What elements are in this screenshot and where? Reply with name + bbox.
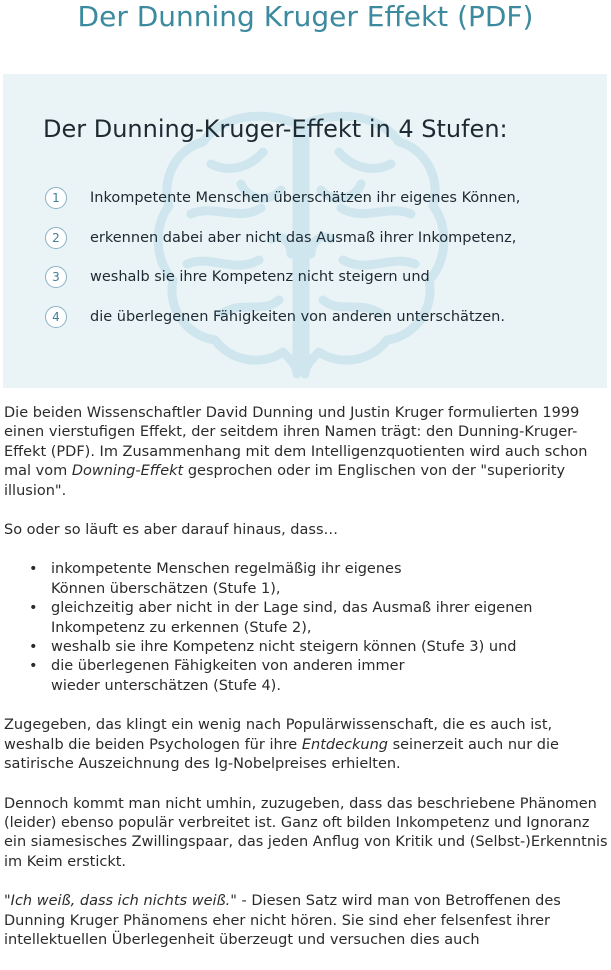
bullet-line: weshalb sie ihre Kompetenz nicht steigern können (Stufe 3) und xyxy=(51,639,517,656)
step-text: erkennen dabei aber nicht das Ausmaß ihrer Inkompetenz, xyxy=(90,230,517,246)
text-segment: Die beiden Wissenschaftler David Dunning und Justin Kruger formulierten 1999 einen vierstufigen Effekt, der seitdem ihren Namen trägt: den Dunning-Kruger-Effekt (PDF). Im Zusammenhang mit dem Intelligenzquotienten wird auch schon mal vom xyxy=(4,405,588,480)
step-text: die überlegenen Fähigkeiten von anderen unterschätzen. xyxy=(90,309,505,325)
infographic-title: Der Dunning-Kruger-Effekt in 4 Stufen: xyxy=(43,115,508,143)
emphasis-term: Entdeckung xyxy=(301,736,388,753)
step-1 xyxy=(45,185,520,211)
page-title: Der Dunning Kruger Effekt (PDF) xyxy=(77,0,534,33)
quote-text: "Ich weiß, dass ich nichts weiß." xyxy=(4,893,237,910)
text-segment: - Diesen Satz wird man von Betroffenen des Dunning Kruger Phänomens eher nicht hören. Sie sind eher felsenfest ihrer intellektuellen Überlegenheit überzeugt und versuchen dies auch xyxy=(4,893,561,948)
emphasis-term: Downing-Effekt xyxy=(71,463,184,480)
list-item xyxy=(51,599,610,638)
article-paragraph-intro xyxy=(4,404,610,501)
article-paragraph-quote xyxy=(4,892,610,950)
bullet-line: wieder unterschätzen (Stufe 4). xyxy=(51,677,281,694)
bullet-line: Können überschätzen (Stufe 1), xyxy=(51,580,281,597)
step-number-badge: 1 xyxy=(45,187,67,209)
step-number-badge: 4 xyxy=(45,306,67,328)
infographic-dunning-kruger-stages xyxy=(3,74,607,388)
article-paragraph-phenomenon: Dennoch kommt man nicht umhin, zuzugeben, dass das beschriebene Phänomen (leider) ebenso populär verbreitet ist. Ganz oft bilden Inkompetenz und Ignoranz ein siamesisches Zwillingspaar, das jeden Anflug von Kritik und (Selbst-)Erkenntnis im Keim erstickt. xyxy=(4,795,608,870)
step-number-badge: 3 xyxy=(45,266,67,288)
step-3 xyxy=(45,264,430,290)
text-segment: seinerzeit auch nur die satirische Auszeichnung des Ig-Nobelpreises erhielten. xyxy=(4,736,559,773)
text-segment: Zugegeben, das klingt ein wenig nach Populärwissenschaft, die es auch ist, weshalb die beiden Psychologen für ihre xyxy=(4,717,553,753)
article-body xyxy=(4,404,610,970)
step-text: weshalb sie ihre Kompetenz nicht steigern und xyxy=(90,269,430,285)
bullet-line: die überlegenen Fähigkeiten von anderen immer xyxy=(51,658,405,675)
article-paragraph-lead-in: So oder so läuft es aber darauf hinaus, dass… xyxy=(4,522,338,539)
step-number-badge: 2 xyxy=(45,227,67,249)
list-item xyxy=(51,638,610,657)
article-paragraph-ig-nobel xyxy=(4,716,610,774)
bullet-line: gleichzeitig aber nicht in der Lage sind, das Ausmaß ihrer eigenen xyxy=(51,600,533,617)
text-segment: gesprochen oder im Englischen von der "superiority illusion". xyxy=(4,463,566,499)
stage-bullet-list xyxy=(4,560,610,696)
list-item xyxy=(51,560,610,599)
step-text: Inkompetente Menschen überschätzen ihr eigenes Können, xyxy=(90,190,521,206)
step-4 xyxy=(45,304,505,330)
list-item xyxy=(51,657,610,696)
bullet-line: inkompetente Menschen regelmäßig ihr eigenes xyxy=(51,561,402,578)
bullet-line: Inkompetenz zu erkennen (Stufe 2), xyxy=(51,619,312,636)
step-2 xyxy=(45,225,516,251)
